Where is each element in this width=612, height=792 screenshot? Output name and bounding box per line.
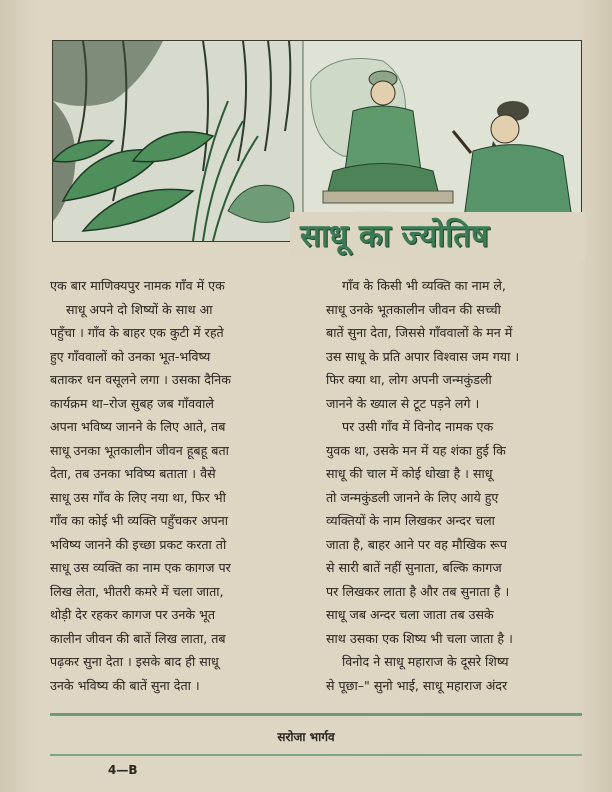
- paragraph-line: जाता है, बाहर आने पर वह मौखिक रूप: [326, 536, 507, 552]
- paragraph-line: पर उसी गाँव में विनोद नामक एक: [342, 419, 494, 434]
- paragraph-line: पहुँचा । गाँव के बाहर एक कुटी में रहते: [50, 325, 224, 340]
- paragraph-line: बातें सुना देता, जिससे गाँववालों के मन में: [326, 325, 513, 340]
- paragraph-line: युवक था, उसके मन में यह शंका हुई कि: [326, 442, 506, 458]
- paragraph-line: से सारी बातें नहीं सुनाता, बल्कि कागज: [326, 560, 502, 575]
- text-column-left: [50, 274, 304, 697]
- text-column-right: [326, 274, 580, 697]
- paragraph-line: पर लिखकर लाता है और तब सुनाता है ।: [326, 583, 510, 599]
- divider-rule: [50, 713, 582, 716]
- paragraph-line: साधू की चाल में कोई धोखा है । साधू: [326, 466, 493, 481]
- paragraph-line: व्यक्तियों के नाम लिखकर अन्दर चला: [326, 513, 495, 528]
- paragraph-line: पढ़कर सुना देता । इसके बाद ही साधू: [50, 654, 219, 669]
- paragraph-line: कालीन जीवन की बातें लिख लाता, तब: [50, 630, 226, 646]
- paragraph-line: साधू उस गाँव के लिए नया था, फिर भी: [50, 489, 226, 505]
- paragraph-line: से पूछा–" सुनो भाई, साधू महाराज अंदर: [326, 677, 508, 693]
- paragraph-line: साधू उस व्यक्ति का नाम एक कागज पर: [50, 560, 231, 575]
- paragraph-line: एक बार माणिक्यपुर नामक गाँव में एक: [50, 278, 225, 293]
- page-number: 4—B: [108, 763, 138, 777]
- paragraph-line: फिर क्या था, लोग अपनी जन्मकुंडली: [326, 372, 492, 387]
- paragraph-line: कार्यक्रम था–रोज सुबह जब गाँववाले: [50, 395, 214, 411]
- paragraph-line: उनके भविष्य की बातें सुना देता ।: [50, 677, 200, 693]
- paragraph-line: अपना भविष्य जानने के लिए आते, तब: [50, 419, 226, 434]
- paragraph-line: साधू अपने दो शिष्यों के साथ आ: [66, 301, 213, 317]
- paragraph-line: गाँव के किसी भी व्यक्ति का नाम ले,: [342, 278, 506, 293]
- paragraph-line: देता, तब उनका भविष्य बताता । वैसे: [50, 466, 216, 481]
- paragraph-line: बताकर धन वसूलने लगा । उसका दैनिक: [50, 372, 231, 387]
- paragraph-line: लिख लेता, भीतरी कमरे में चला जाता,: [50, 583, 224, 599]
- paragraph-line: तो जन्मकुंडली जानने के लिए आये हुए: [326, 489, 499, 505]
- paragraph-line: साधू उनके भूतकालीन जीवन की सच्ची: [326, 301, 501, 317]
- paragraph-line: भविष्य जानने की इच्छा प्रकट करता तो: [50, 536, 227, 552]
- paragraph-line: हुए गाँववालों को उनका भूत-भविष्य: [50, 348, 211, 364]
- story-title: साधू का ज्योतिष: [300, 218, 489, 254]
- paragraph-line: विनोद ने साधू महाराज के दूसरे शिष्य: [342, 654, 509, 669]
- paragraph-line: थोड़ी देर रहकर कागज पर उनके भूत: [50, 607, 216, 622]
- paragraph-line: जानने के ख्याल से टूट पड़ने लगे ।: [326, 395, 480, 411]
- paragraph-line: साथ उसका एक शिष्य भी चला जाता है ।: [326, 630, 513, 646]
- paragraph-line: साधू उनका भूतकालीन जीवन हूबहू बता: [50, 442, 229, 458]
- paragraph-line: उस साधू के प्रति अपार विश्वास जम गया ।: [326, 348, 520, 364]
- paragraph-line: गाँव का कोई भी व्यक्ति पहुँचकर अपना: [50, 513, 229, 528]
- author-name: सरोजा भार्गव: [277, 730, 335, 744]
- paragraph-line: साधू जब अन्दर चला जाता तब उसके: [326, 607, 494, 622]
- divider-rule: [50, 754, 582, 756]
- sadhu-and-disciple-scene-icon: [53, 41, 581, 241]
